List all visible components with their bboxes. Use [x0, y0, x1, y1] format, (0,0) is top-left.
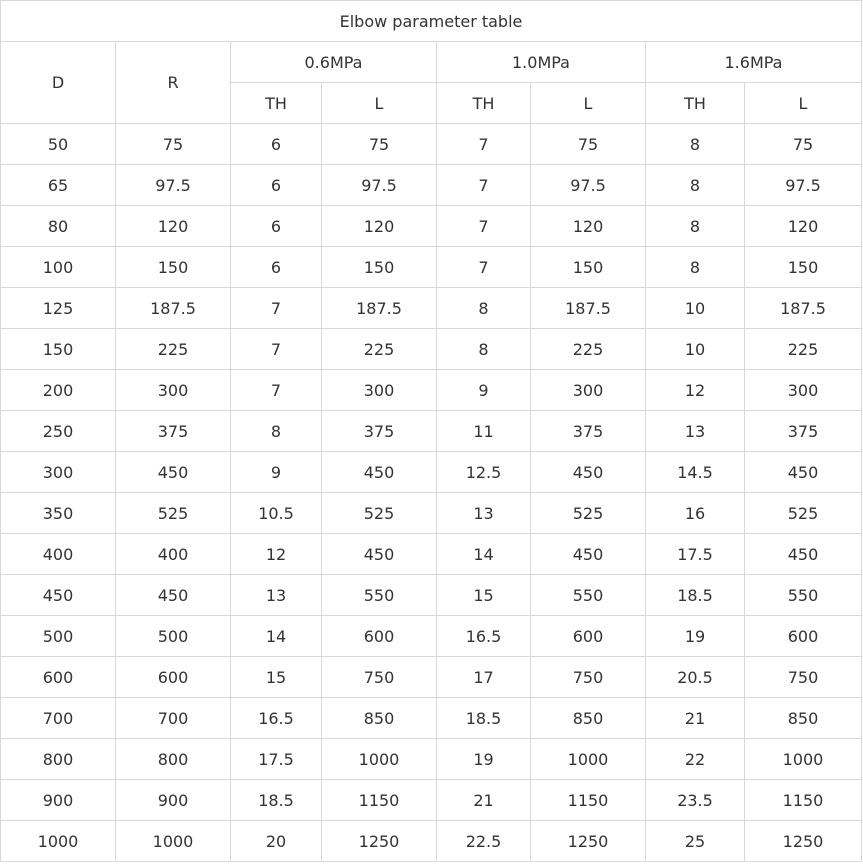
table-cell: 450	[745, 452, 862, 493]
table-cell: 800	[116, 739, 231, 780]
table-cell: 450	[116, 452, 231, 493]
table-cell: 1250	[322, 821, 437, 862]
table-row	[1, 206, 862, 247]
table-cell: 8	[437, 329, 531, 370]
table-cell: 65	[1, 165, 116, 206]
header-l: L	[745, 83, 862, 124]
table-cell: 1150	[531, 780, 646, 821]
header-group-1-0mpa: 1.0MPa	[437, 42, 646, 83]
table-cell: 8	[437, 288, 531, 329]
table-cell: 550	[322, 575, 437, 616]
table-cell: 97.5	[322, 165, 437, 206]
table-row	[1, 247, 862, 288]
table-cell: 22.5	[437, 821, 531, 862]
table-cell: 1000	[531, 739, 646, 780]
table-cell: 550	[745, 575, 862, 616]
table-cell: 225	[322, 329, 437, 370]
header-group-1-6mpa: 1.6MPa	[646, 42, 862, 83]
table-cell: 450	[322, 534, 437, 575]
table-cell: 800	[1, 739, 116, 780]
table-cell: 13	[646, 411, 745, 452]
table-row	[1, 370, 862, 411]
table-cell: 600	[116, 657, 231, 698]
table-row	[1, 657, 862, 698]
table-cell: 200	[1, 370, 116, 411]
table-cell: 97.5	[116, 165, 231, 206]
header-group-0-6mpa: 0.6MPa	[231, 42, 437, 83]
table-cell: 400	[1, 534, 116, 575]
table-cell: 525	[322, 493, 437, 534]
table-cell: 21	[437, 780, 531, 821]
table-cell: 9	[437, 370, 531, 411]
table-cell: 22	[646, 739, 745, 780]
table-cell: 1250	[745, 821, 862, 862]
table-cell: 500	[1, 616, 116, 657]
table-cell: 13	[231, 575, 322, 616]
table-cell: 450	[745, 534, 862, 575]
table-cell: 17	[437, 657, 531, 698]
table-cell: 120	[116, 206, 231, 247]
table-row	[1, 411, 862, 452]
table-cell: 525	[116, 493, 231, 534]
table-cell: 750	[745, 657, 862, 698]
table-cell: 17.5	[231, 739, 322, 780]
table-cell: 600	[322, 616, 437, 657]
table-cell: 16.5	[231, 698, 322, 739]
table-cell: 450	[1, 575, 116, 616]
table-cell: 120	[745, 206, 862, 247]
table-cell: 300	[1, 452, 116, 493]
table-body	[1, 124, 862, 862]
table-cell: 187.5	[322, 288, 437, 329]
table-cell: 20.5	[646, 657, 745, 698]
table-cell: 16	[646, 493, 745, 534]
table-cell: 1150	[745, 780, 862, 821]
table-cell: 10	[646, 329, 745, 370]
table-row	[1, 698, 862, 739]
table-cell: 11	[437, 411, 531, 452]
table-row	[1, 575, 862, 616]
table-cell: 8	[646, 124, 745, 165]
header-l: L	[531, 83, 646, 124]
table-row	[1, 534, 862, 575]
table-cell: 700	[1, 698, 116, 739]
table-cell: 120	[322, 206, 437, 247]
table-cell: 19	[437, 739, 531, 780]
table-row	[1, 821, 862, 862]
table-cell: 25	[646, 821, 745, 862]
table-cell: 187.5	[745, 288, 862, 329]
table-cell: 12.5	[437, 452, 531, 493]
table-cell: 450	[322, 452, 437, 493]
table-cell: 187.5	[116, 288, 231, 329]
table-cell: 6	[231, 165, 322, 206]
table-cell: 8	[646, 165, 745, 206]
table-cell: 16.5	[437, 616, 531, 657]
table-cell: 17.5	[646, 534, 745, 575]
table-cell: 10	[646, 288, 745, 329]
table-row	[1, 124, 862, 165]
table-cell: 75	[116, 124, 231, 165]
table-cell: 850	[322, 698, 437, 739]
table-title: Elbow parameter table	[1, 1, 862, 42]
table-cell: 1000	[322, 739, 437, 780]
table-cell: 750	[531, 657, 646, 698]
table-cell: 525	[745, 493, 862, 534]
table-cell: 450	[531, 534, 646, 575]
table-cell: 125	[1, 288, 116, 329]
table-cell: 900	[1, 780, 116, 821]
table-cell: 120	[531, 206, 646, 247]
table-row	[1, 288, 862, 329]
table-cell: 7	[437, 124, 531, 165]
table-cell: 19	[646, 616, 745, 657]
table-cell: 6	[231, 206, 322, 247]
table-cell: 525	[531, 493, 646, 534]
table-cell: 7	[437, 206, 531, 247]
table-cell: 350	[1, 493, 116, 534]
table-cell: 18.5	[437, 698, 531, 739]
table-cell: 850	[745, 698, 862, 739]
table-cell: 10.5	[231, 493, 322, 534]
table-cell: 7	[437, 247, 531, 288]
table-cell: 1250	[531, 821, 646, 862]
table-cell: 15	[437, 575, 531, 616]
table-cell: 150	[531, 247, 646, 288]
table-row	[1, 493, 862, 534]
table-cell: 300	[322, 370, 437, 411]
table-cell: 225	[531, 329, 646, 370]
header-th: TH	[437, 83, 531, 124]
table-cell: 700	[116, 698, 231, 739]
table-cell: 6	[231, 124, 322, 165]
table-cell: 1150	[322, 780, 437, 821]
table-cell: 8	[646, 247, 745, 288]
table-cell: 50	[1, 124, 116, 165]
header-th: TH	[231, 83, 322, 124]
table-cell: 15	[231, 657, 322, 698]
table-cell: 8	[646, 206, 745, 247]
table-cell: 12	[646, 370, 745, 411]
table-row	[1, 616, 862, 657]
table-cell: 8	[231, 411, 322, 452]
table-row	[1, 165, 862, 206]
table-cell: 18.5	[646, 575, 745, 616]
table-cell: 20	[231, 821, 322, 862]
header-th: TH	[646, 83, 745, 124]
table-cell: 23.5	[646, 780, 745, 821]
table-cell: 550	[531, 575, 646, 616]
table-cell: 9	[231, 452, 322, 493]
header-l: L	[322, 83, 437, 124]
table-cell: 375	[531, 411, 646, 452]
table-cell: 600	[745, 616, 862, 657]
table-cell: 500	[116, 616, 231, 657]
table-cell: 14	[437, 534, 531, 575]
table-cell: 450	[116, 575, 231, 616]
table-cell: 6	[231, 247, 322, 288]
table-cell: 225	[116, 329, 231, 370]
table-cell: 375	[745, 411, 862, 452]
table-cell: 450	[531, 452, 646, 493]
table-cell: 97.5	[531, 165, 646, 206]
table-cell: 75	[745, 124, 862, 165]
table-cell: 97.5	[745, 165, 862, 206]
table-cell: 1000	[745, 739, 862, 780]
table-cell: 187.5	[531, 288, 646, 329]
table-row	[1, 329, 862, 370]
table-cell: 150	[745, 247, 862, 288]
table-cell: 225	[745, 329, 862, 370]
table-cell: 14	[231, 616, 322, 657]
table-cell: 18.5	[231, 780, 322, 821]
table-cell: 400	[116, 534, 231, 575]
table-cell: 375	[116, 411, 231, 452]
table-cell: 7	[231, 288, 322, 329]
table-cell: 80	[1, 206, 116, 247]
table-cell: 100	[1, 247, 116, 288]
table-cell: 12	[231, 534, 322, 575]
table-cell: 600	[531, 616, 646, 657]
table-cell: 900	[116, 780, 231, 821]
table-cell: 21	[646, 698, 745, 739]
table-cell: 14.5	[646, 452, 745, 493]
table-cell: 150	[116, 247, 231, 288]
table-cell: 7	[231, 370, 322, 411]
table-cell: 300	[116, 370, 231, 411]
table-cell: 600	[1, 657, 116, 698]
table-row	[1, 739, 862, 780]
table-cell: 75	[322, 124, 437, 165]
header-d: D	[1, 42, 116, 124]
table-cell: 250	[1, 411, 116, 452]
table-cell: 1000	[116, 821, 231, 862]
table-cell: 850	[531, 698, 646, 739]
table-cell: 7	[437, 165, 531, 206]
table-cell: 75	[531, 124, 646, 165]
table-cell: 750	[322, 657, 437, 698]
table-cell: 1000	[1, 821, 116, 862]
table-cell: 13	[437, 493, 531, 534]
header-r: R	[116, 42, 231, 124]
table-cell: 375	[322, 411, 437, 452]
table-row	[1, 452, 862, 493]
table-row	[1, 780, 862, 821]
table-cell: 150	[322, 247, 437, 288]
table-cell: 300	[745, 370, 862, 411]
table-cell: 7	[231, 329, 322, 370]
table-cell: 150	[1, 329, 116, 370]
table-cell: 300	[531, 370, 646, 411]
